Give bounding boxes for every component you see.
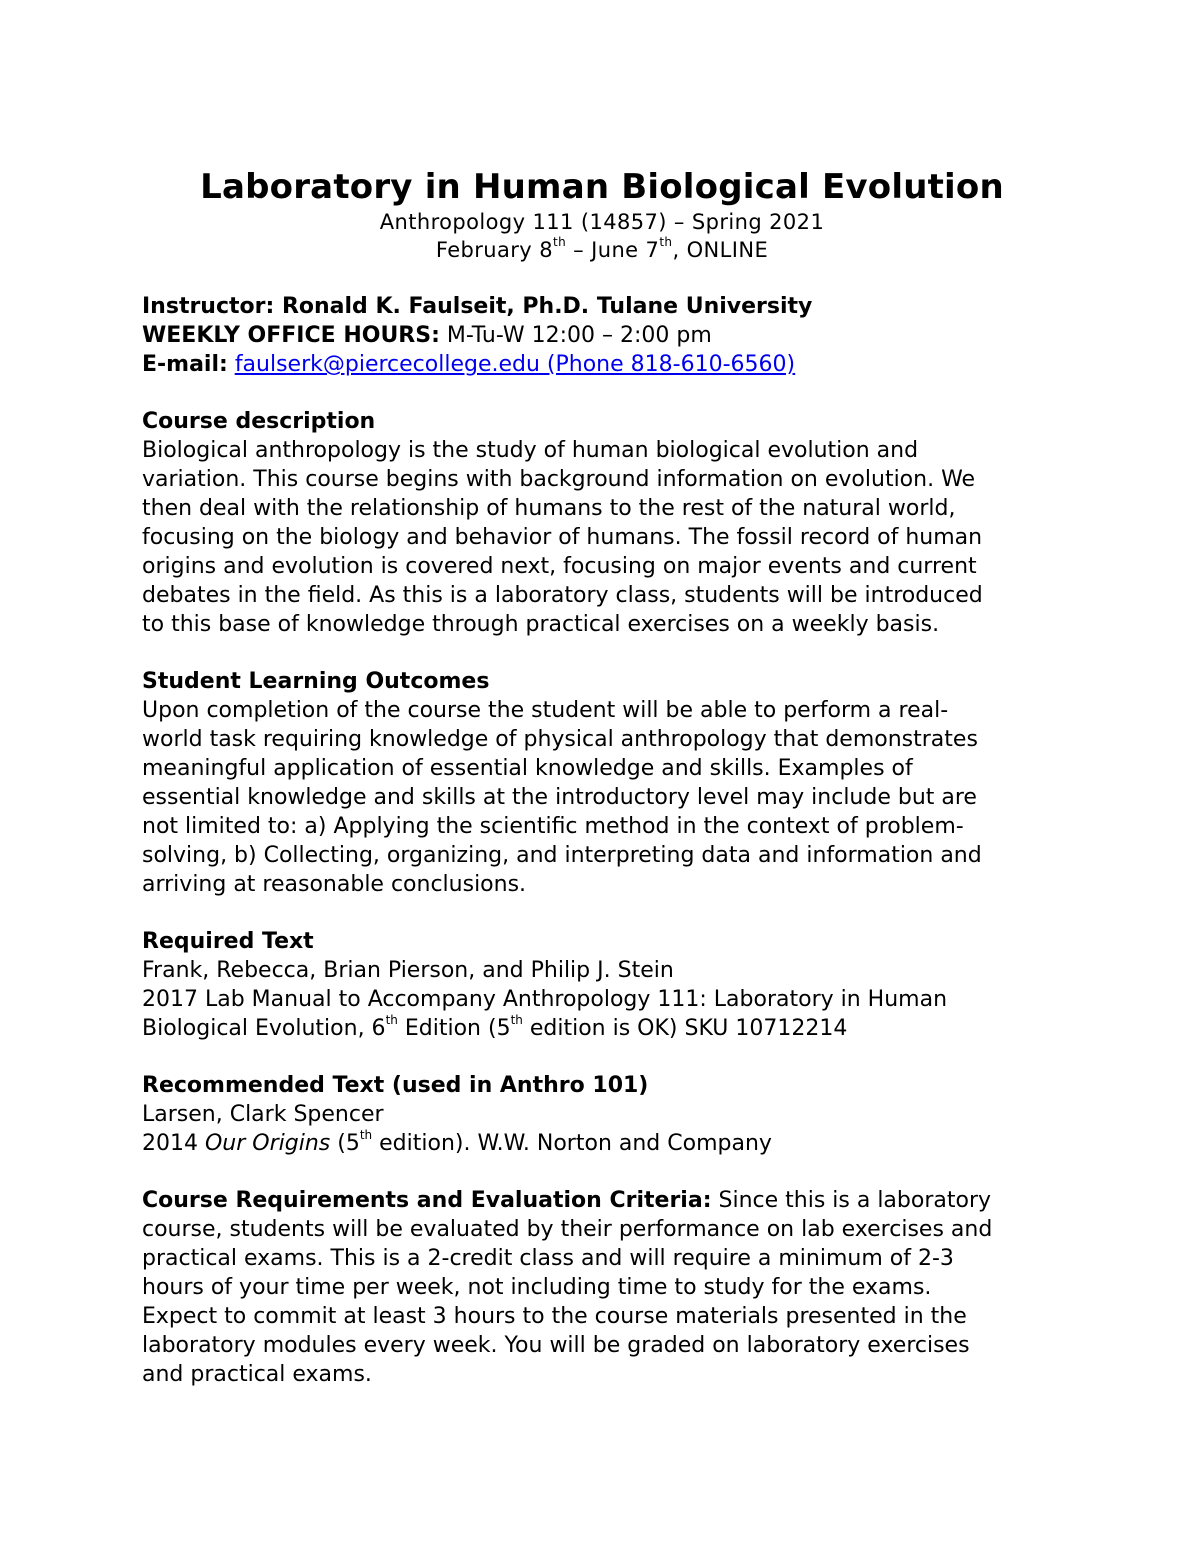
description-line: then deal with the relationship of humans to the rest of the natural world, <box>142 496 956 521</box>
outcomes-line: meaningful application of essential knowledge and skills. Examples of <box>142 756 913 781</box>
course-line: Anthropology 111 (14857) – Spring 2021 <box>379 210 825 234</box>
edition-mid: Edition (5 <box>397 1016 511 1041</box>
description-line: to this base of knowledge through practical exercises on a weekly basis. <box>142 612 940 637</box>
description-line: Biological anthropology is the study of human biological evolution and <box>142 438 919 463</box>
dates-end-sup: th <box>659 235 673 249</box>
instructor-line: Instructor: Ronald K. Faulseit, Ph.D. Tulane University <box>142 294 813 319</box>
outcomes-heading: Student Learning Outcomes <box>142 669 490 694</box>
required-text-edition <box>142 1014 1062 1043</box>
recommended-book-title: Our Origins <box>204 1131 331 1156</box>
requirements-body <box>142 1215 1062 1389</box>
required-text-title: 2017 Lab Manual to Accompany Anthropology 111: Laboratory in Human <box>142 987 948 1012</box>
email-line <box>142 350 1062 379</box>
recommended-edition-prefix: (5 <box>330 1131 360 1156</box>
requirements-first-rest: Since this is a laboratory <box>711 1188 992 1213</box>
requirements-first-line <box>142 1186 1062 1215</box>
requirements-line: and practical exams. <box>142 1362 372 1387</box>
syllabus-page <box>142 166 1062 1389</box>
edition-prefix: Biological Evolution, 6 <box>142 1016 386 1041</box>
office-hours-line <box>142 321 1062 350</box>
requirements-line: practical exams. This is a 2-credit class and will require a minimum of 2-3 <box>142 1246 954 1271</box>
phone-text[interactable]: (Phone 818-610-6560) <box>539 352 796 377</box>
outcomes-line: arriving at reasonable conclusions. <box>142 872 527 897</box>
dates-suffix: , ONLINE <box>672 238 769 262</box>
office-hours-label: WEEKLY OFFICE HOURS: <box>142 323 440 348</box>
recommended-text-heading: Recommended Text (used in Anthro 101) <box>142 1073 649 1098</box>
requirements-line: Expect to commit at least 3 hours to the course materials presented in the <box>142 1304 967 1329</box>
recommended-text-author: Larsen, Clark Spencer <box>142 1102 384 1127</box>
dates-middle: – June 7 <box>566 238 660 262</box>
email-label: E-mail: <box>142 352 228 377</box>
description-line: variation. This course begins with background information on evolution. We <box>142 467 976 492</box>
requirements-line: laboratory modules every week. You will be graded on laboratory exercises <box>142 1333 970 1358</box>
description-line: origins and evolution is covered next, focusing on major events and current <box>142 554 977 579</box>
edition-sup: th <box>385 1012 398 1027</box>
edition-suffix: edition is OK) SKU 10712214 <box>522 1016 848 1041</box>
email-contact <box>235 352 795 377</box>
description-line: debates in the field. As this is a laboratory class, students will be introduced <box>142 583 983 608</box>
description-line: focusing on the biology and behavior of humans. The fossil record of human <box>142 525 983 550</box>
outcomes-line: solving, b) Collecting, organizing, and interpreting data and information and <box>142 843 982 868</box>
dates-start-sup: th <box>552 235 567 249</box>
requirements-heading: Course Requirements and Evaluation Criteria: <box>142 1188 712 1213</box>
requirements-line: hours of your time per week, not including time to study for the exams. <box>142 1275 932 1300</box>
recommended-year: 2014 <box>142 1131 205 1156</box>
requirements-line: course, students will be evaluated by their performance on lab exercises and <box>142 1217 993 1242</box>
course-dates <box>142 236 1062 264</box>
required-text-heading: Required Text <box>142 929 314 954</box>
office-hours-value: M-Tu-W 12:00 – 2:00 pm <box>439 323 712 348</box>
description-heading: Course description <box>142 409 376 434</box>
recommended-edition-suffix: edition). W.W. Norton and Company <box>372 1131 772 1156</box>
outcomes-body <box>142 696 1062 899</box>
outcomes-line: essential knowledge and skills at the introductory level may include but are <box>142 785 977 810</box>
recommended-text-citation <box>142 1129 1062 1158</box>
document-title: Laboratory in Human Biological Evolution <box>200 167 1004 207</box>
edition-sup-2: th <box>510 1012 523 1027</box>
outcomes-line: world task requiring knowledge of physical anthropology that demonstrates <box>142 727 978 752</box>
required-text-authors: Frank, Rebecca, Brian Pierson, and Philip J. Stein <box>142 958 674 983</box>
recommended-edition-sup: th <box>359 1127 373 1142</box>
email-link[interactable]: faulserk@piercecollege.edu <box>234 352 540 377</box>
dates-start: February 8 <box>435 238 553 262</box>
outcomes-line: not limited to: a) Applying the scientific method in the context of problem- <box>142 814 964 839</box>
outcomes-line: Upon completion of the course the student will be able to perform a real- <box>142 698 949 723</box>
description-body <box>142 436 1062 639</box>
